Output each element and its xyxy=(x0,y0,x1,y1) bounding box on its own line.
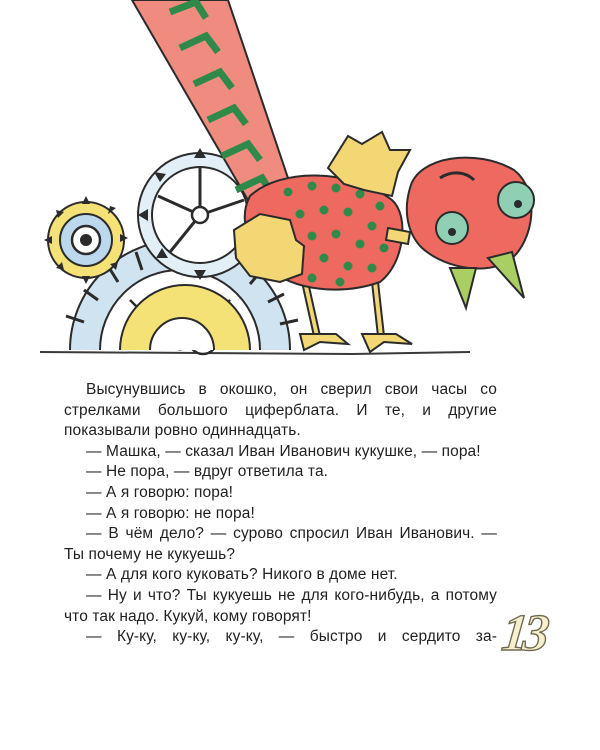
paragraph-5: — А я говорю: не пора! xyxy=(86,504,255,522)
bird-head xyxy=(386,158,534,308)
paragraph-4: — А я говорю: пора! xyxy=(86,483,234,501)
paragraph-3: — Не пора, — вдруг ответила та. xyxy=(86,463,329,481)
paragraph-8: — Ну и что? Ты кукуешь не для кого-нибудь, а потому что так надо. Кукуй, кому говорят! xyxy=(64,586,497,625)
paragraph-2: — Машка, — сказал Иван Иванович кукушке, — пора! xyxy=(86,442,481,460)
story-text xyxy=(64,380,497,648)
paragraph-6: — В чём дело? — сурово спросил Иван Иванович. — Ты почему не кукуешь? xyxy=(64,525,497,563)
page-number: 13 xyxy=(499,605,548,662)
paragraph-7: — А для кого куковать? Никого в доме нет. xyxy=(86,566,398,584)
bird-legs xyxy=(300,282,412,352)
cuckoo-illustration xyxy=(0,0,600,370)
paragraph-1: Высунувшись в окошко, он сверил свои часы со стрелками большого циферблата. И те, и другие показывали ровно одиннадцать. xyxy=(64,381,497,440)
ground-line xyxy=(40,352,470,354)
paragraph-9: — Ку-ку, ку-ку, ку-ку, — быстро и сердито за- xyxy=(86,628,497,646)
